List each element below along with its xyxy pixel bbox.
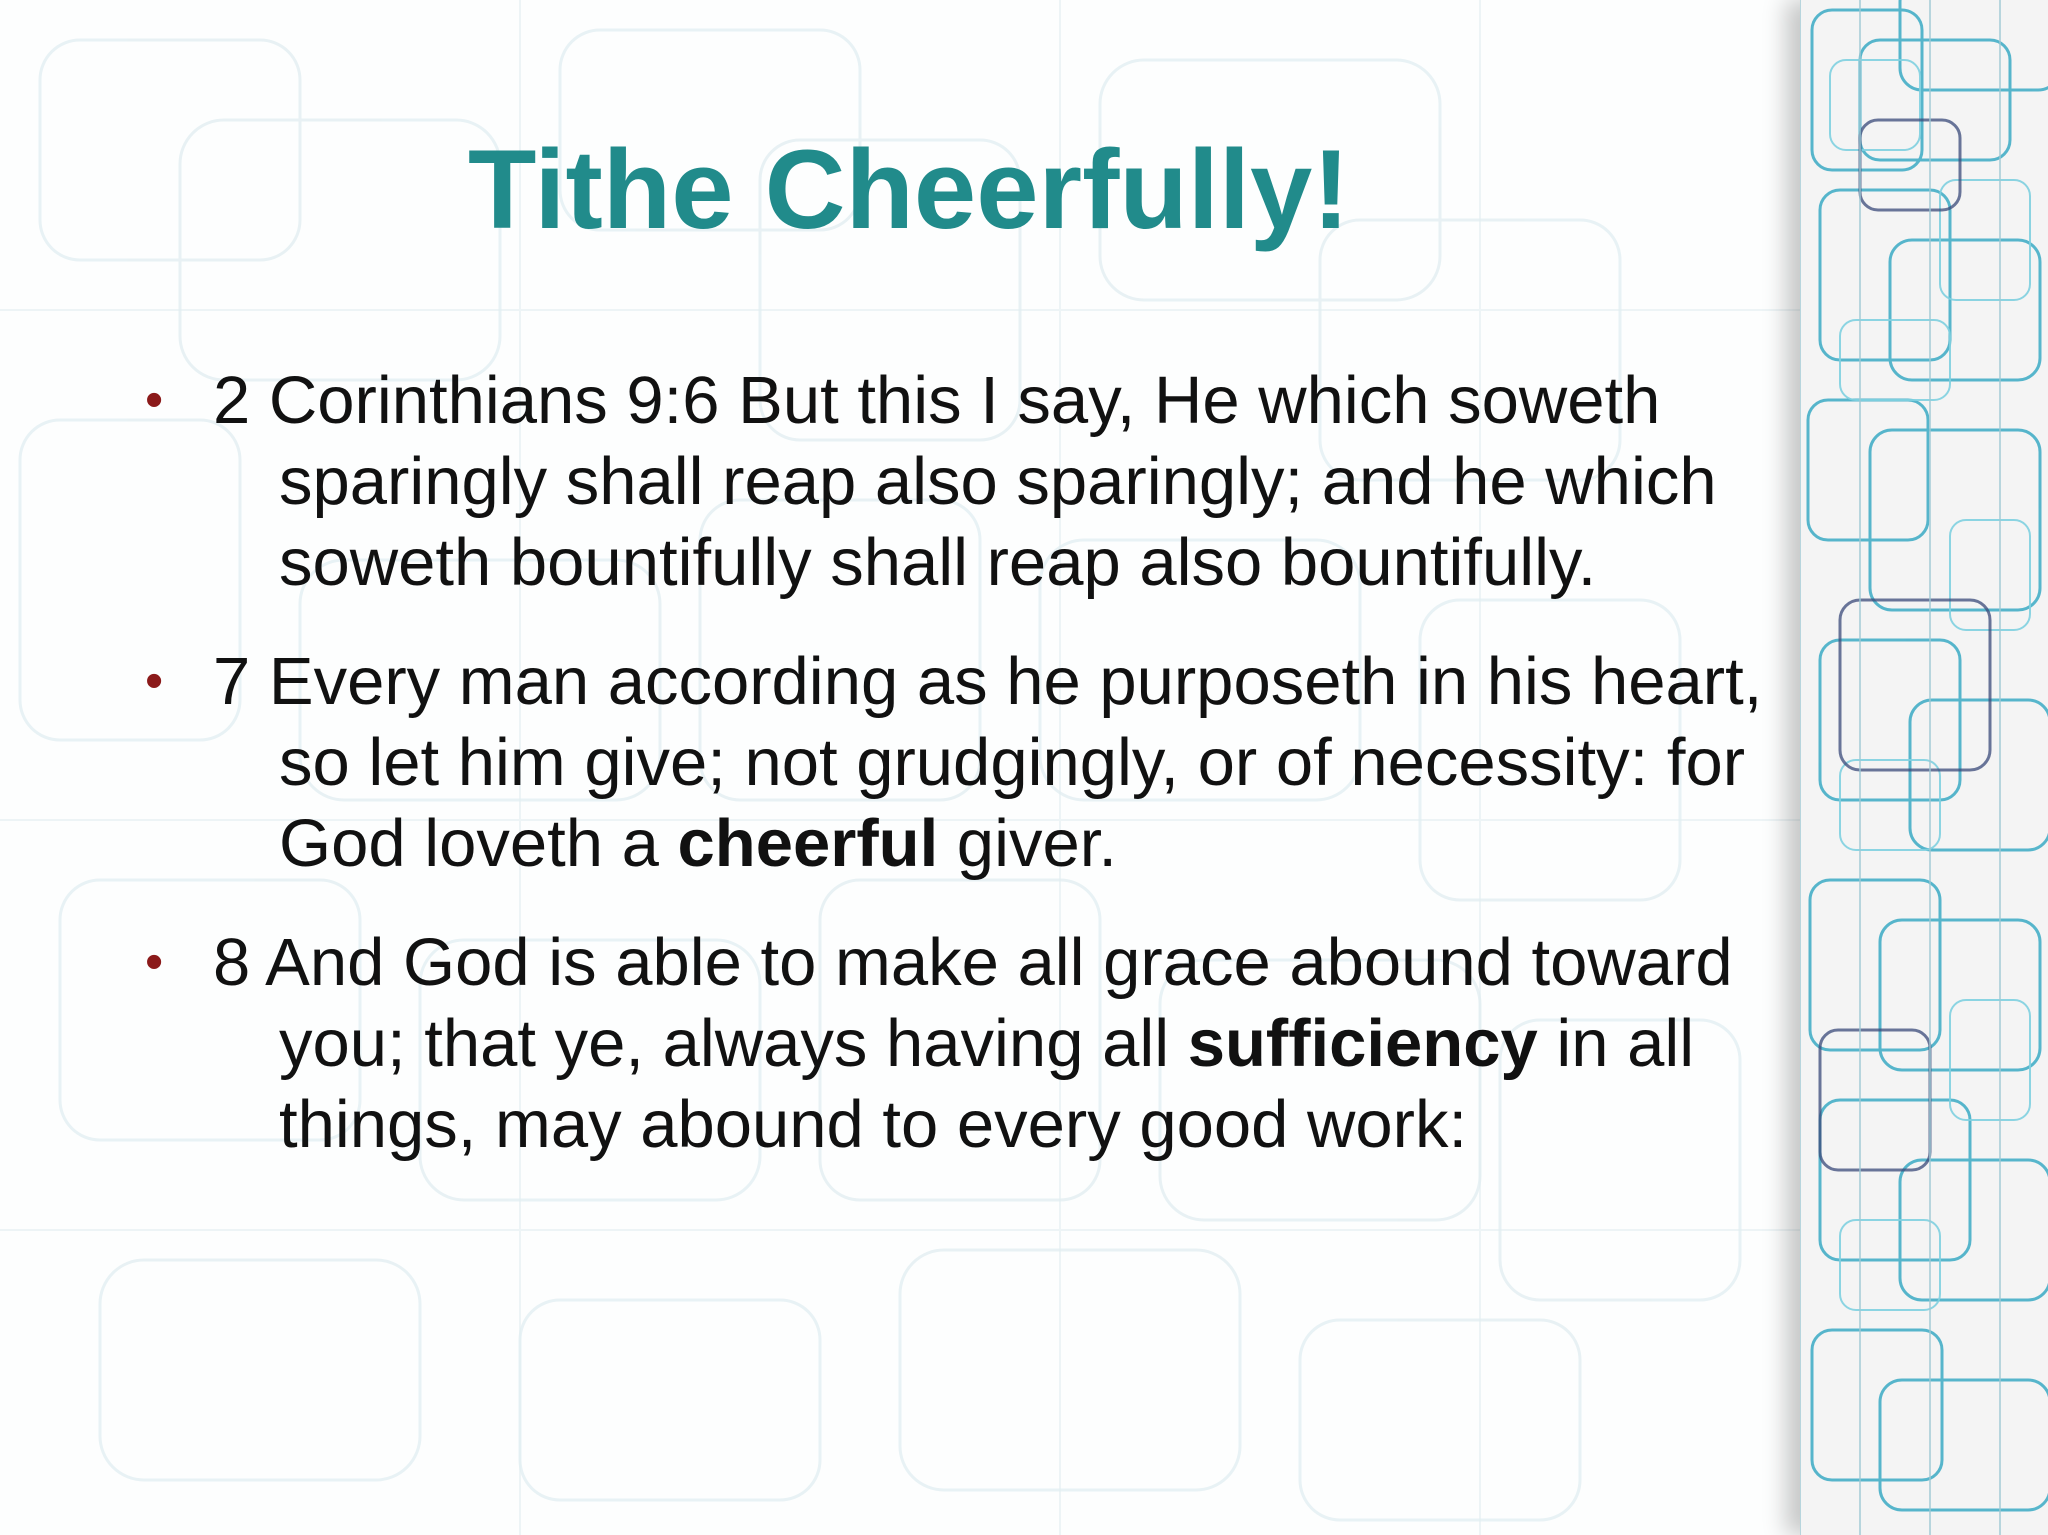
decorative-side-panel bbox=[1800, 0, 2048, 1535]
bullet-item-verse-8 bbox=[145, 922, 1765, 1165]
bullet-icon: • bbox=[145, 652, 164, 710]
bullet-icon: • bbox=[145, 933, 164, 991]
bullet-text: 8 And God is able to make all grace abound toward you; that ye, always having all bbox=[213, 925, 1733, 1081]
bullet-text-end: in all things, may abound to every good work: bbox=[279, 1006, 1695, 1162]
slide-title: Tithe Cheerfully! bbox=[468, 127, 1350, 252]
emphasis-text: sufficiency bbox=[1187, 1006, 1538, 1081]
bullet-text: 2 Corinthians 9:6 But this I say, He which soweth sparingly shall reap also sparingly; and he which soweth bountifully shall reap also bountifully. bbox=[213, 363, 1717, 600]
side-panel-pattern bbox=[1800, 0, 2048, 1535]
bullet-item-verse-6 bbox=[145, 360, 1765, 603]
bullet-list bbox=[145, 360, 1765, 1203]
bullet-item-verse-7 bbox=[145, 641, 1765, 884]
bullet-icon: • bbox=[145, 371, 164, 429]
bullet-text-end: giver. bbox=[938, 806, 1117, 881]
emphasis-text: cheerful bbox=[677, 806, 939, 881]
bullet-text: 7 Every man according as he purposeth in his heart, so let him give; not grudgingly, or of necessity: for God loveth a bbox=[213, 644, 1763, 881]
